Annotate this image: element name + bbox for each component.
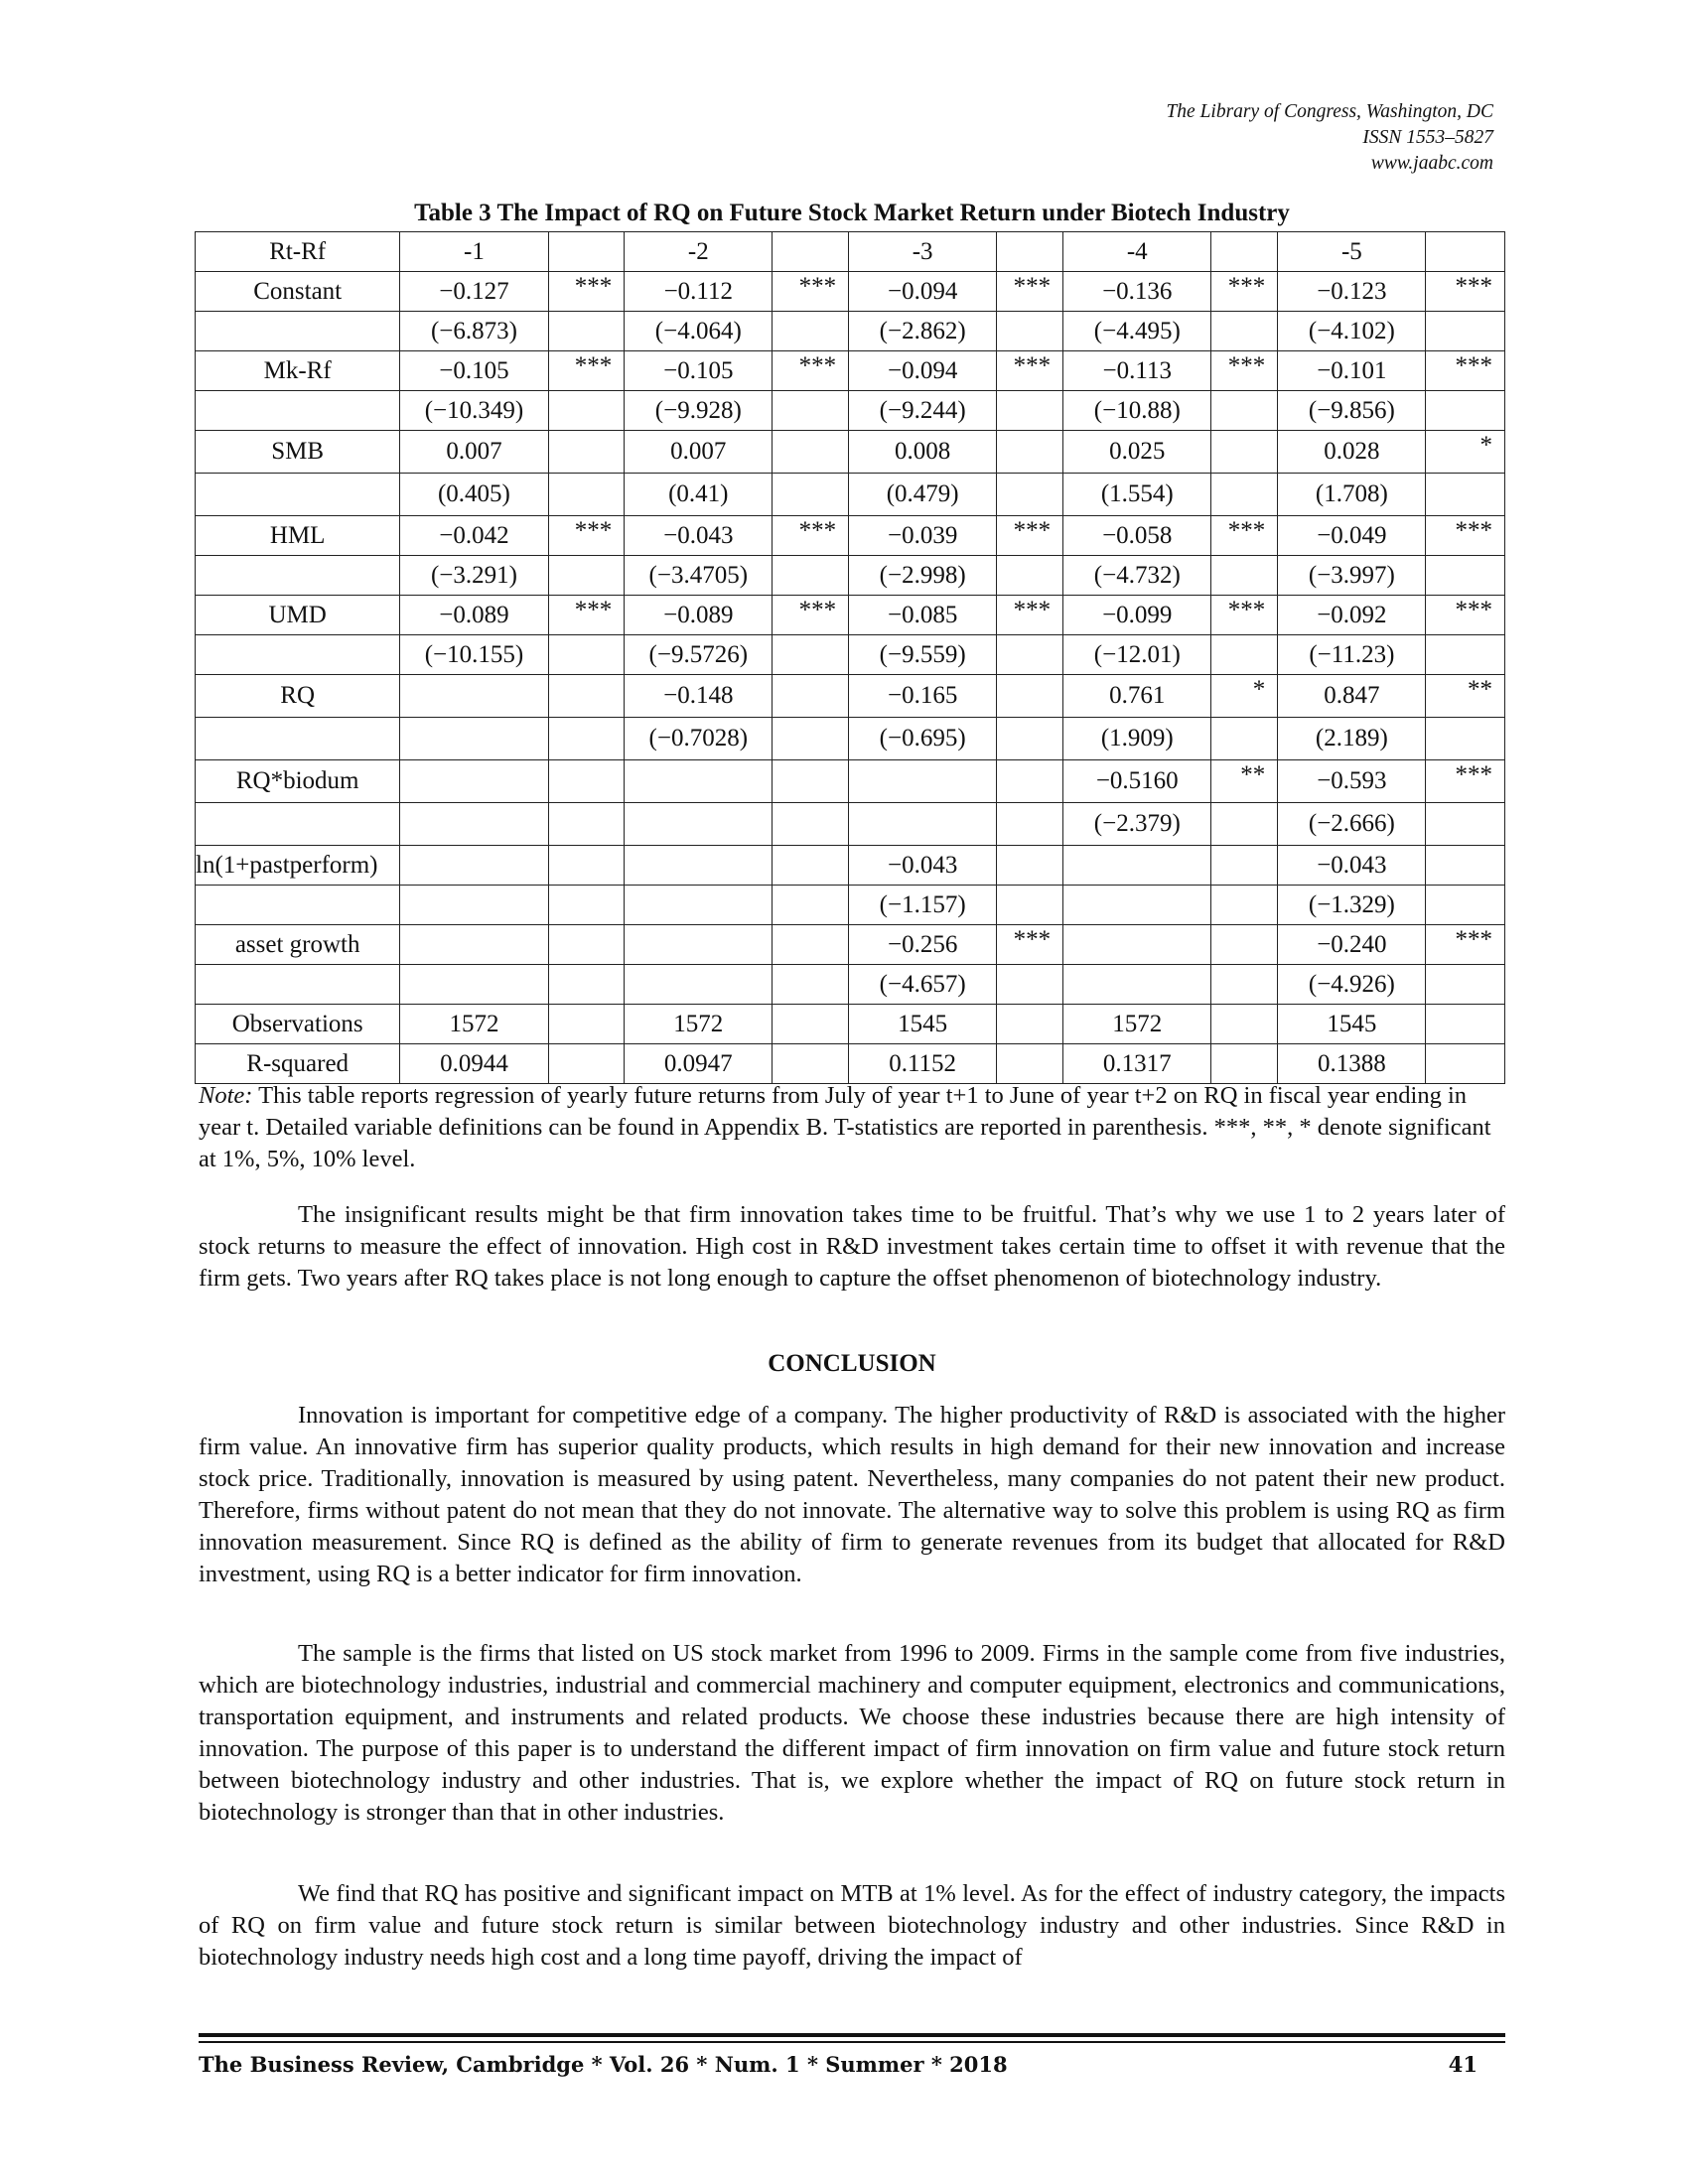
significance-cell — [548, 965, 625, 1005]
significance-cell: *** — [997, 516, 1063, 556]
value-cell — [400, 718, 548, 760]
value-cell: −0.593 — [1278, 760, 1426, 803]
value-cell: 0.1388 — [1278, 1044, 1426, 1084]
value-cell — [625, 760, 773, 803]
value-cell: (−12.01) — [1063, 635, 1211, 675]
significance-cell — [997, 803, 1063, 846]
significance-cell: *** — [1426, 925, 1505, 965]
significance-cell — [997, 1044, 1063, 1084]
value-cell: (−4.732) — [1063, 556, 1211, 596]
value-cell: 0.1152 — [849, 1044, 997, 1084]
value-cell: (−0.7028) — [625, 718, 773, 760]
significance-cell — [997, 474, 1063, 516]
value-cell — [625, 925, 773, 965]
value-cell: (−9.559) — [849, 635, 997, 675]
significance-cell — [548, 635, 625, 675]
value-cell — [625, 965, 773, 1005]
significance-cell — [1211, 718, 1278, 760]
significance-cell — [997, 760, 1063, 803]
value-cell — [400, 675, 548, 718]
value-cell — [400, 760, 548, 803]
value-cell: 0.0944 — [400, 1044, 548, 1084]
value-cell — [400, 886, 548, 925]
value-cell: −0.042 — [400, 516, 548, 556]
significance-cell — [1211, 965, 1278, 1005]
value-cell: -1 — [400, 232, 548, 272]
significance-cell — [548, 718, 625, 760]
significance-cell — [1426, 803, 1505, 846]
table-row — [196, 846, 1505, 886]
table-row — [196, 886, 1505, 925]
significance-cell — [997, 718, 1063, 760]
value-cell: −0.5160 — [1063, 760, 1211, 803]
significance-cell — [773, 846, 849, 886]
significance-cell: *** — [1426, 516, 1505, 556]
value-cell: 0.008 — [849, 431, 997, 474]
significance-cell — [773, 474, 849, 516]
significance-cell — [1426, 556, 1505, 596]
value-cell: −0.043 — [625, 516, 773, 556]
table-row — [196, 431, 1505, 474]
value-cell: −0.092 — [1278, 596, 1426, 635]
value-cell: 0.007 — [400, 431, 548, 474]
significance-cell — [773, 675, 849, 718]
value-cell: (−2.666) — [1278, 803, 1426, 846]
significance-cell — [773, 965, 849, 1005]
significance-cell: *** — [548, 272, 625, 312]
significance-cell — [997, 232, 1063, 272]
value-cell: (−9.244) — [849, 391, 997, 431]
significance-cell — [1211, 803, 1278, 846]
value-cell: (−3.4705) — [625, 556, 773, 596]
paragraph-conclusion-2: The sample is the firms that listed on US stock market from 1996 to 2009. Firms in the sample come from five industries, which are biotechnology industries, industrial and commercial machinery and computer equipment, electronics and communications, transportation equipment, and instruments and related products. We choose these industries because there are high intensity of innovation. The purpose of this paper is to understand the different impact of firm innovation on firm value and future stock return between biotechnology industry and other industries. That is, we explore whether the impact of RQ on future stock return in biotechnology is stronger than that in other industries. — [199, 1640, 1505, 1826]
significance-cell — [773, 886, 849, 925]
table-row — [196, 516, 1505, 556]
table-row — [196, 1044, 1505, 1084]
significance-cell: *** — [1426, 596, 1505, 635]
value-cell — [1063, 886, 1211, 925]
row-label-cell — [196, 965, 400, 1005]
table-row — [196, 1005, 1505, 1044]
value-cell: (2.189) — [1278, 718, 1426, 760]
significance-cell — [773, 718, 849, 760]
value-cell: −0.094 — [849, 351, 997, 391]
table-row — [196, 391, 1505, 431]
value-cell — [400, 803, 548, 846]
value-cell: 0.1317 — [1063, 1044, 1211, 1084]
value-cell: −0.049 — [1278, 516, 1426, 556]
note-label: Note: — [199, 1082, 253, 1109]
significance-cell — [773, 803, 849, 846]
significance-cell — [1211, 1005, 1278, 1044]
significance-cell — [773, 1005, 849, 1044]
significance-cell: *** — [1426, 760, 1505, 803]
significance-cell: *** — [1211, 516, 1278, 556]
significance-cell — [548, 675, 625, 718]
row-label-cell — [196, 391, 400, 431]
value-cell: (0.405) — [400, 474, 548, 516]
value-cell: (1.554) — [1063, 474, 1211, 516]
value-cell: −0.105 — [400, 351, 548, 391]
value-cell — [1063, 846, 1211, 886]
significance-cell — [1211, 1044, 1278, 1084]
paragraph-insignificant-results: The insignificant results might be that firm innovation takes time to be fruitful. That’s why we use 1 to 2 years later of stock returns to measure the effect of innovation. High cost in R&D investment takes certain time to offset it with revenue that the firm gets. Two years after RQ takes place is not long enough to capture the offset phenomenon of biotechnology industry. — [199, 1201, 1505, 1292]
significance-cell — [997, 312, 1063, 351]
significance-cell — [1426, 1005, 1505, 1044]
significance-cell — [773, 431, 849, 474]
table-row — [196, 312, 1505, 351]
table-row — [196, 232, 1505, 272]
table-row — [196, 272, 1505, 312]
value-cell: (0.41) — [625, 474, 773, 516]
significance-cell: *** — [997, 272, 1063, 312]
row-label-cell — [196, 886, 400, 925]
significance-cell: *** — [548, 516, 625, 556]
significance-cell — [548, 846, 625, 886]
table-note — [199, 1080, 1505, 1175]
table-row — [196, 351, 1505, 391]
note-text: This table reports regression of yearly future returns from July of year t+1 to June of year t+2 on RQ in fiscal year ending in year t. Detailed variable definitions can be found in Appendix B. T-statistics are reported in parenthesis. ***, **, * denote significant at 1%, 5%, 10% level. — [199, 1082, 1491, 1172]
footer-rule-thin — [199, 2041, 1505, 2043]
value-cell: −0.256 — [849, 925, 997, 965]
significance-cell — [1211, 474, 1278, 516]
table-row — [196, 925, 1505, 965]
value-cell: (−10.155) — [400, 635, 548, 675]
row-label-cell: ln(1+pastperform) — [196, 846, 400, 886]
value-cell — [1063, 965, 1211, 1005]
value-cell: −0.043 — [849, 846, 997, 886]
significance-cell — [997, 846, 1063, 886]
significance-cell — [1426, 474, 1505, 516]
row-label-cell: UMD — [196, 596, 400, 635]
value-cell: (−4.102) — [1278, 312, 1426, 351]
value-cell: −0.105 — [625, 351, 773, 391]
significance-cell — [997, 431, 1063, 474]
significance-cell: ** — [1426, 675, 1505, 718]
value-cell: −0.094 — [849, 272, 997, 312]
significance-cell: *** — [1211, 351, 1278, 391]
significance-cell — [548, 391, 625, 431]
value-cell — [625, 846, 773, 886]
value-cell: -5 — [1278, 232, 1426, 272]
significance-cell: *** — [773, 272, 849, 312]
row-label-cell — [196, 635, 400, 675]
value-cell: −0.148 — [625, 675, 773, 718]
value-cell: (0.479) — [849, 474, 997, 516]
row-label-cell: R-squared — [196, 1044, 400, 1084]
table-row — [196, 965, 1505, 1005]
header-library: The Library of Congress, Washington, DC — [1166, 101, 1493, 122]
value-cell: −0.113 — [1063, 351, 1211, 391]
regression-table — [195, 231, 1505, 1084]
value-cell: (1.909) — [1063, 718, 1211, 760]
page-number: 41 — [1448, 2052, 1477, 2077]
footer-journal: The Business Review, Cambridge * Vol. 26 * Num. 1 * Summer * 2018 — [199, 2052, 1008, 2077]
significance-cell — [548, 312, 625, 351]
footer-rule — [199, 2033, 1505, 2037]
row-label-cell: RQ — [196, 675, 400, 718]
value-cell: 0.025 — [1063, 431, 1211, 474]
significance-cell — [1211, 886, 1278, 925]
significance-cell — [1211, 846, 1278, 886]
significance-cell — [548, 886, 625, 925]
value-cell: (−10.88) — [1063, 391, 1211, 431]
significance-cell — [1211, 312, 1278, 351]
row-label-cell — [196, 803, 400, 846]
row-label-cell: RQ*biodum — [196, 760, 400, 803]
significance-cell — [997, 965, 1063, 1005]
row-label-cell: HML — [196, 516, 400, 556]
header-website: www.jaabc.com — [1370, 153, 1493, 174]
significance-cell — [1426, 635, 1505, 675]
value-cell: −0.089 — [625, 596, 773, 635]
value-cell: -2 — [625, 232, 773, 272]
significance-cell: *** — [997, 925, 1063, 965]
row-label-cell: Mk-Rf — [196, 351, 400, 391]
significance-cell — [997, 556, 1063, 596]
value-cell: 0.847 — [1278, 675, 1426, 718]
significance-cell — [997, 886, 1063, 925]
value-cell — [400, 925, 548, 965]
value-cell: −0.112 — [625, 272, 773, 312]
value-cell: −0.058 — [1063, 516, 1211, 556]
significance-cell — [548, 556, 625, 596]
value-cell: (−9.928) — [625, 391, 773, 431]
value-cell — [1063, 925, 1211, 965]
significance-cell — [1211, 556, 1278, 596]
value-cell: (−9.5726) — [625, 635, 773, 675]
table-row — [196, 718, 1505, 760]
value-cell: (−3.291) — [400, 556, 548, 596]
row-label-cell: Constant — [196, 272, 400, 312]
value-cell: (−3.997) — [1278, 556, 1426, 596]
significance-cell — [548, 1044, 625, 1084]
significance-cell — [773, 1044, 849, 1084]
value-cell: (−4.495) — [1063, 312, 1211, 351]
value-cell: −0.136 — [1063, 272, 1211, 312]
significance-cell: *** — [1426, 351, 1505, 391]
section-heading-conclusion: CONCLUSION — [768, 1350, 936, 1377]
value-cell: (1.708) — [1278, 474, 1426, 516]
significance-cell — [773, 925, 849, 965]
value-cell: 1572 — [625, 1005, 773, 1044]
row-label-cell — [196, 474, 400, 516]
significance-cell: *** — [773, 351, 849, 391]
significance-cell: *** — [773, 516, 849, 556]
significance-cell: *** — [773, 596, 849, 635]
value-cell — [849, 760, 997, 803]
value-cell: -4 — [1063, 232, 1211, 272]
significance-cell — [1211, 635, 1278, 675]
table-row — [196, 760, 1505, 803]
significance-cell — [773, 635, 849, 675]
value-cell: (−11.23) — [1278, 635, 1426, 675]
value-cell: (−4.064) — [625, 312, 773, 351]
value-cell: −0.089 — [400, 596, 548, 635]
significance-cell — [548, 925, 625, 965]
significance-cell — [1211, 391, 1278, 431]
value-cell: (−1.157) — [849, 886, 997, 925]
row-label-cell: Rt-Rf — [196, 232, 400, 272]
value-cell: 1572 — [400, 1005, 548, 1044]
significance-cell: *** — [997, 351, 1063, 391]
significance-cell — [997, 675, 1063, 718]
value-cell — [625, 886, 773, 925]
paragraph-conclusion-1: Innovation is important for competitive edge of a company. The higher productivity of R&D is associated with the higher firm value. An innovative firm has superior quality products, which results in high demand for their new innovation and increase stock price. Traditionally, innovation is measured by using patent. Nevertheless, many companies do not patent their new product. Therefore, firms without patent do not mean that they do not innovate. The alternative way to solve this problem is using RQ as firm innovation measurement. Since RQ is defined as the ability of firm to generate revenues from its budget that allocated for R&D investment, using RQ is a better indicator for firm innovation. — [199, 1402, 1505, 1587]
value-cell: −0.039 — [849, 516, 997, 556]
journal-header — [1166, 99, 1493, 177]
significance-cell — [548, 232, 625, 272]
value-cell: (−2.379) — [1063, 803, 1211, 846]
page-footer — [199, 2051, 1505, 2079]
row-label-cell — [196, 312, 400, 351]
value-cell: −0.127 — [400, 272, 548, 312]
value-cell — [625, 803, 773, 846]
significance-cell: *** — [548, 351, 625, 391]
value-cell — [400, 965, 548, 1005]
value-cell: 0.761 — [1063, 675, 1211, 718]
value-cell: 1572 — [1063, 1005, 1211, 1044]
significance-cell — [1426, 886, 1505, 925]
value-cell: −0.099 — [1063, 596, 1211, 635]
significance-cell — [997, 391, 1063, 431]
significance-cell — [1211, 232, 1278, 272]
value-cell: 0.007 — [625, 431, 773, 474]
significance-cell — [773, 556, 849, 596]
value-cell: 0.028 — [1278, 431, 1426, 474]
significance-cell — [548, 474, 625, 516]
significance-cell — [773, 760, 849, 803]
row-label-cell: SMB — [196, 431, 400, 474]
value-cell: -3 — [849, 232, 997, 272]
table-row — [196, 556, 1505, 596]
significance-cell — [1426, 1044, 1505, 1084]
value-cell: −0.085 — [849, 596, 997, 635]
significance-cell — [548, 803, 625, 846]
significance-cell — [548, 1005, 625, 1044]
significance-cell — [1426, 232, 1505, 272]
value-cell: −0.043 — [1278, 846, 1426, 886]
significance-cell: ** — [1211, 760, 1278, 803]
significance-cell: *** — [997, 596, 1063, 635]
significance-cell — [773, 232, 849, 272]
table-title: Table 3 The Impact of RQ on Future Stock Market Return under Biotech Industry — [414, 200, 1290, 226]
table-row — [196, 803, 1505, 846]
table-row — [196, 675, 1505, 718]
significance-cell: * — [1211, 675, 1278, 718]
value-cell: (−10.349) — [400, 391, 548, 431]
significance-cell — [997, 1005, 1063, 1044]
significance-cell — [1211, 925, 1278, 965]
significance-cell: * — [1426, 431, 1505, 474]
significance-cell: *** — [1211, 596, 1278, 635]
significance-cell — [997, 635, 1063, 675]
value-cell: (−1.329) — [1278, 886, 1426, 925]
header-issn: ISSN 1553–5827 — [1362, 127, 1493, 148]
value-cell: −0.165 — [849, 675, 997, 718]
value-cell: (−4.657) — [849, 965, 997, 1005]
row-label-cell: Observations — [196, 1005, 400, 1044]
significance-cell — [773, 312, 849, 351]
value-cell — [400, 846, 548, 886]
significance-cell: *** — [1211, 272, 1278, 312]
significance-cell — [1426, 718, 1505, 760]
significance-cell — [548, 760, 625, 803]
significance-cell — [1426, 391, 1505, 431]
significance-cell: *** — [548, 596, 625, 635]
value-cell: (−2.862) — [849, 312, 997, 351]
significance-cell: *** — [1426, 272, 1505, 312]
value-cell: −0.123 — [1278, 272, 1426, 312]
significance-cell — [1426, 965, 1505, 1005]
value-cell: (−0.695) — [849, 718, 997, 760]
value-cell: (−4.926) — [1278, 965, 1426, 1005]
value-cell: (−2.998) — [849, 556, 997, 596]
paragraph-conclusion-3: We find that RQ has positive and significant impact on MTB at 1% level. As for the effect of industry category, the impacts of RQ on firm value and future stock return is similar between biotechnology industry and other industries. Since R&D in biotechnology industry needs high cost and a long time payoff, driving the impact of — [199, 1880, 1505, 1971]
row-label-cell: asset growth — [196, 925, 400, 965]
significance-cell — [1426, 312, 1505, 351]
significance-cell — [773, 391, 849, 431]
table-row — [196, 474, 1505, 516]
value-cell: −0.240 — [1278, 925, 1426, 965]
significance-cell — [548, 431, 625, 474]
value-cell: 1545 — [1278, 1005, 1426, 1044]
significance-cell — [1211, 431, 1278, 474]
value-cell: (−9.856) — [1278, 391, 1426, 431]
value-cell: (−6.873) — [400, 312, 548, 351]
value-cell: 1545 — [849, 1005, 997, 1044]
table-row — [196, 596, 1505, 635]
table-row — [196, 635, 1505, 675]
row-label-cell — [196, 718, 400, 760]
row-label-cell — [196, 556, 400, 596]
significance-cell — [1426, 846, 1505, 886]
value-cell — [849, 803, 997, 846]
value-cell: −0.101 — [1278, 351, 1426, 391]
value-cell: 0.0947 — [625, 1044, 773, 1084]
